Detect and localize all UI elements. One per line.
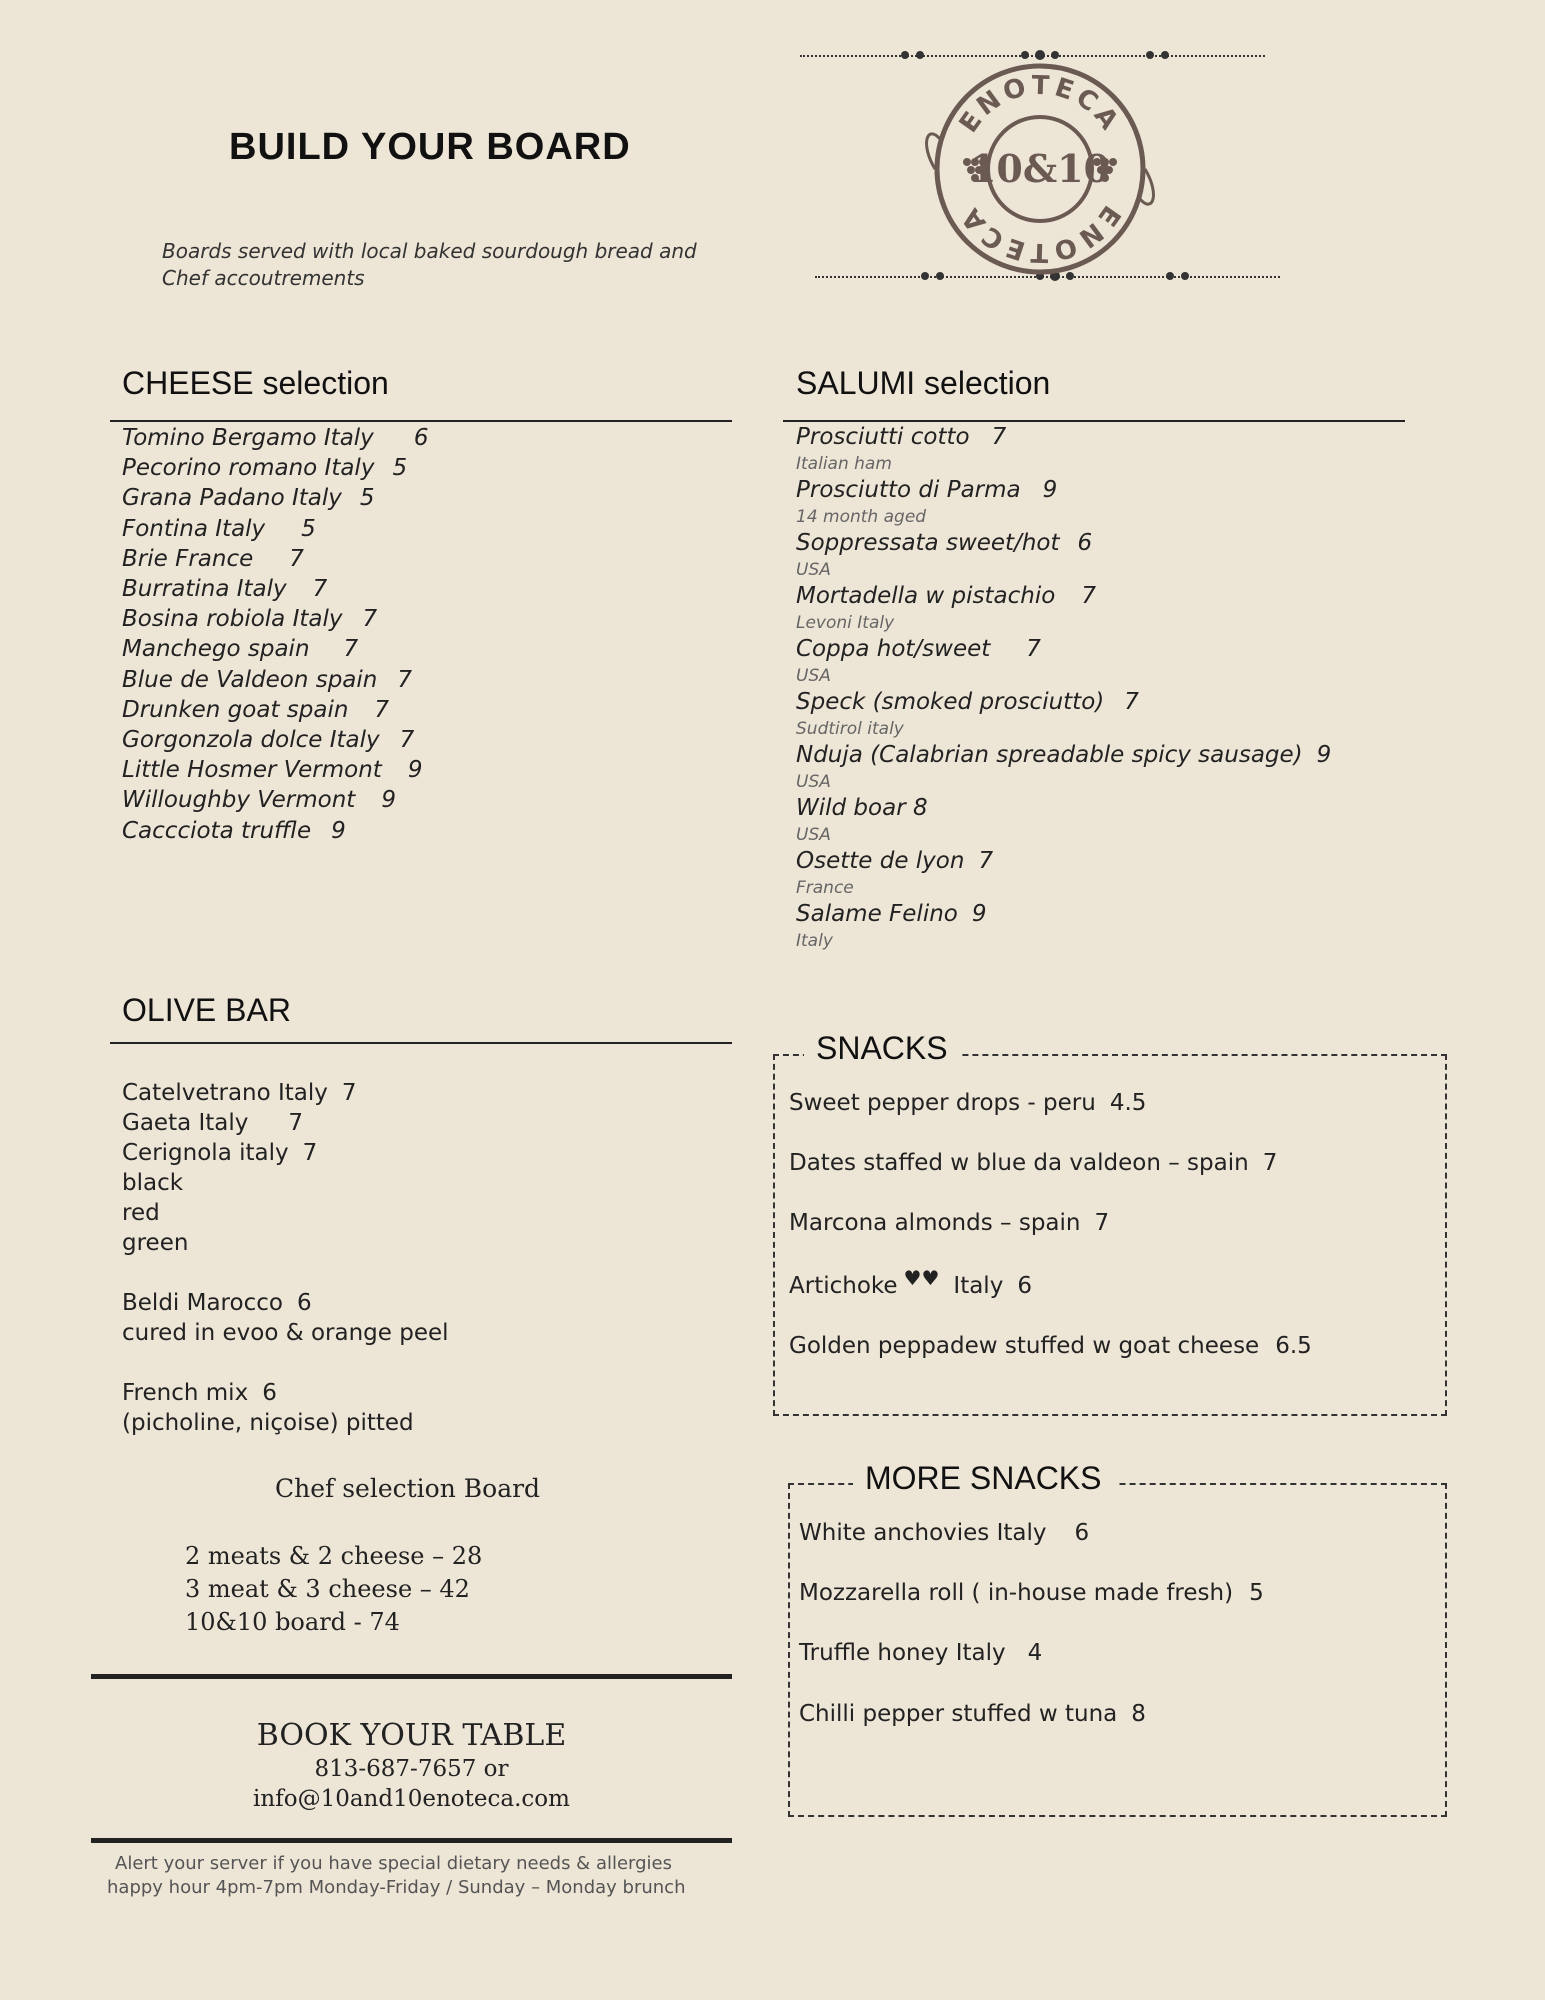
list-item: Osette de lyon 7 France (796, 848, 994, 898)
list-item: Caccciota truffle 9 (122, 817, 346, 844)
logo-seal-icon (800, 44, 1280, 294)
footer-notes (91, 1852, 751, 1900)
list-item: Drunken goat spain 7 (122, 696, 390, 723)
booking-phone: 813-687-7657 or (314, 1756, 509, 1782)
list-item: Golden peppadew stuffed w goat cheese 6.5 (789, 1333, 1312, 1359)
cheese-list (122, 423, 428, 846)
booking-email[interactable]: info@10and10enoteca.com (253, 1786, 570, 1812)
more-snacks-heading: MORE SNACKS (853, 1460, 1117, 1497)
snacks-heading: SNACKS (804, 1030, 960, 1067)
booking-block (91, 1718, 732, 1814)
logo-top-text: ENOTECA (953, 70, 1127, 139)
list-item: French mix 6 (122, 1380, 277, 1406)
list-item: Mortadella w pistachio 7 Levoni Italy (796, 583, 1096, 633)
list-item: Gorgonzola dolce Italy 7 (122, 727, 415, 754)
list-item: Fontina Italy 5 (122, 515, 316, 542)
list-item: Wild boar 8 USA (796, 795, 928, 845)
cheese-rule (110, 420, 732, 422)
cheese-heading: CHEESE selection (122, 365, 389, 401)
list-item: Nduja (Calabrian spreadable spicy sausage) 9 USA (796, 742, 1332, 792)
list-item: Truffle honey Italy 4 (799, 1640, 1043, 1666)
hearts-icon: ♥♥ (903, 1266, 940, 1290)
list-item: Salame Felino 9 Italy (796, 901, 987, 951)
salumi-rule (783, 420, 1405, 422)
subtitle-line-1: Boards served with local baked sourdough bread and (162, 239, 697, 263)
list-item: 10&10 board - 74 (185, 1608, 400, 1636)
page-title: BUILD YOUR BOARD (229, 126, 631, 168)
list-item: Catelvetrano Italy 7 (122, 1080, 357, 1106)
list-item: Manchego spain 7 (122, 636, 359, 663)
subtitle-line-2: Chef accoutrements (162, 266, 365, 290)
logo-center-text: 10&10 (969, 146, 1111, 191)
list-item: Prosciutti cotto 7 Italian ham (796, 424, 1007, 474)
booking-rule-bottom (91, 1838, 732, 1843)
olive-bar-heading: OLIVE BAR (122, 992, 291, 1028)
salumi-list (796, 423, 1331, 953)
list-item: Cerignola italy 7 (122, 1140, 318, 1166)
list-item: Coppa hot/sweet 7 USA (796, 636, 1041, 686)
list-item: Mozzarella roll ( in-house made fresh) 5 (799, 1580, 1264, 1606)
list-item: Gaeta Italy 7 (122, 1110, 304, 1136)
footer-line-2: happy hour 4pm-7pm Monday-Friday / Sunday – Monday brunch (107, 1877, 686, 1898)
svg-text:ENOTECA (954, 71, 1126, 139)
list-item: 3 meat & 3 cheese – 42 (185, 1575, 470, 1603)
logo-bottom-text: ENOTECA (953, 199, 1127, 268)
booking-rule-top (91, 1674, 732, 1679)
olive-bar-rule (110, 1042, 732, 1044)
list-item: Willoughby Vermont 9 (122, 787, 396, 814)
list-item: White anchovies Italy 6 (799, 1520, 1090, 1546)
snacks-list (789, 1090, 1312, 1393)
list-item: Bosina robiola Italy 7 (122, 606, 378, 633)
list-item: Blue de Valdeon spain 7 (122, 666, 413, 693)
list-item: Burratina Italy 7 (122, 576, 328, 603)
chef-board-options (185, 1540, 482, 1639)
list-item: Tomino Bergamo Italy 6 (122, 425, 429, 451)
list-item: Chilli pepper stuffed w tuna 8 (799, 1701, 1146, 1727)
list-item: Grana Padano Italy 5 (122, 485, 375, 512)
list-item: Marcona almonds – spain 7 (789, 1210, 1110, 1236)
more-snacks-list (799, 1520, 1264, 1761)
olive-list (122, 1078, 449, 1438)
salumi-heading: SALUMI selection (796, 365, 1051, 401)
chef-board-heading: Chef selection Board (275, 1474, 541, 1503)
list-item: Dates staffed w blue da valdeon – spain 7 (789, 1150, 1278, 1176)
list-item-note: cured in evoo & orange peel (122, 1320, 449, 1346)
subtitle (162, 238, 782, 292)
list-item-note: (picholine, niçoise) pitted (122, 1410, 414, 1436)
list-item: Soppressata sweet/hot 6 USA (796, 530, 1093, 580)
list-item: Little Hosmer Vermont 9 (122, 757, 423, 784)
list-item: 2 meats & 2 cheese – 28 (185, 1542, 483, 1570)
list-item: Pecorino romano Italy 5 (122, 455, 408, 482)
footer-line-1: Alert your server if you have special dietary needs & allergies (115, 1853, 673, 1874)
list-item: Prosciutto di Parma 9 14 month aged (796, 477, 1058, 527)
list-item: Artichoke ♥♥ Italy 6 (789, 1266, 1032, 1299)
list-item: red (122, 1200, 160, 1226)
list-item: Brie France 7 (122, 545, 304, 572)
list-item: Speck (smoked prosciutto) 7 Sudtirol italy (796, 689, 1139, 739)
list-item: Sweet pepper drops - peru 4.5 (789, 1090, 1147, 1116)
svg-text:ENOTECA (954, 200, 1126, 268)
booking-heading: BOOK YOUR TABLE (256, 1718, 567, 1753)
list-item: black (122, 1170, 184, 1196)
list-item: green (122, 1230, 189, 1256)
list-item: Beldi Marocco 6 (122, 1290, 312, 1316)
